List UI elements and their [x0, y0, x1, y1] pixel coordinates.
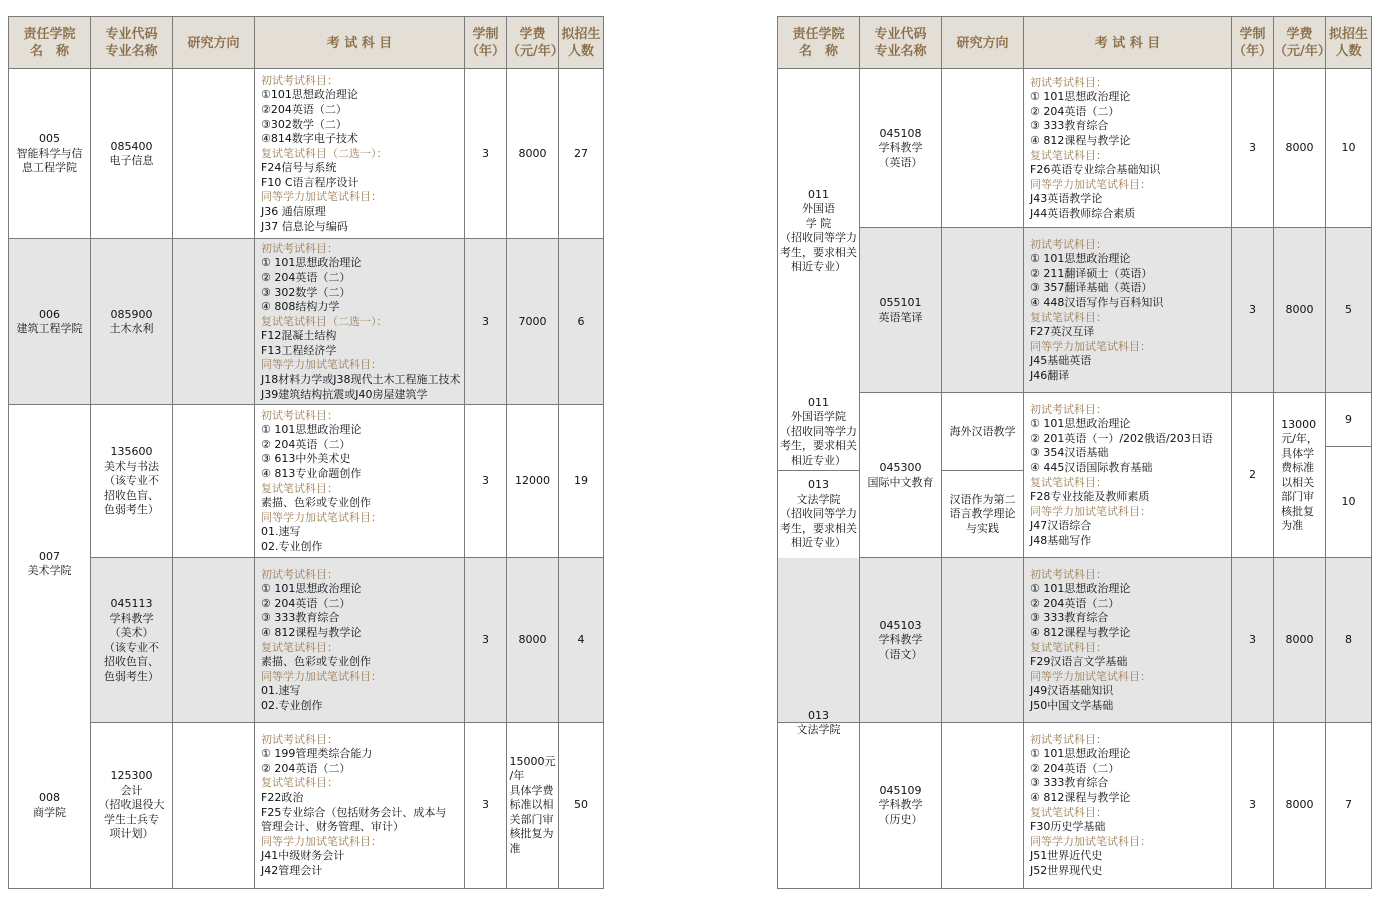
exam-subject: ③ 354汉语基础 — [1030, 446, 1109, 460]
exam-subjects — [255, 558, 465, 723]
exam-subject: ① 199管理类综合能力 — [261, 747, 373, 761]
exam-section-title: 同等学力加试笔试科目： — [1030, 504, 1151, 518]
header-years: 学制 （年） — [1232, 17, 1274, 69]
exam-subject: 素描、色彩或专业创作 — [261, 655, 371, 669]
research-direction — [173, 239, 255, 405]
exam-subject: ① 101思想政治理论 — [261, 256, 362, 270]
exam-section-title: 复试笔试科目： — [261, 640, 338, 654]
exam-section-title: 同等学力加试笔试科目： — [261, 358, 382, 372]
major-code-name: 125300 会计 （招收退役大 学生士兵专 项计划） — [91, 723, 173, 888]
exam-subject: ② 204英语（二） — [261, 270, 351, 284]
major-code-name: 045108 学科教学 （英语） — [860, 69, 942, 228]
header-direction: 研究方向 — [942, 17, 1024, 69]
exam-subject: 素描、色彩或专业创作 — [261, 496, 371, 510]
exam-subject: ① 101思想政治理论 — [1030, 90, 1131, 104]
exam-section-title: 初试考试科目： — [1030, 567, 1107, 581]
exam-subject: ④ 812课程与教学论 — [1030, 790, 1131, 804]
research-direction — [173, 723, 255, 888]
exam-subjects — [1024, 69, 1232, 228]
exam-subject: ③ 333教育综合 — [1030, 611, 1109, 625]
exam-subject: J41中级财务会计 — [261, 849, 345, 863]
exam-section-title: 初试考试科目： — [261, 241, 338, 255]
exam-subject: ④ 445汉语国际教育基础 — [1030, 460, 1153, 474]
exam-subject: ② 204英语（二） — [1030, 596, 1120, 610]
study-years: 3 — [465, 69, 507, 239]
exam-subject: ① 101思想政治理论 — [1030, 417, 1131, 431]
exam-section-title: 初试考试科目： — [261, 408, 338, 422]
exam-subject: F27英汉互译 — [1030, 325, 1095, 339]
major-code-name: 045300 国际中文教育 — [860, 393, 942, 558]
tuition-fee: 13000 元/年， 具体学 费标准 以相关 部门审 核批复 为准 — [1274, 393, 1326, 558]
table-header — [778, 17, 1371, 69]
exam-subjects — [1024, 558, 1232, 723]
research-direction — [942, 723, 1024, 888]
exam-subject: ④ 812课程与教学论 — [1030, 133, 1131, 147]
study-years: 2 — [1232, 393, 1274, 558]
exam-subject: ② 211翻译硕士（英语） — [1030, 266, 1153, 280]
exam-section-title: 初试考试科目： — [261, 567, 338, 581]
exam-subject: ④814数字电子技术 — [261, 132, 358, 146]
exam-section-title: 初试考试科目： — [261, 73, 338, 87]
exam-subject: ① 101思想政治理论 — [261, 423, 362, 437]
exam-section-title: 复试笔试科目： — [1030, 805, 1107, 819]
study-years: 3 — [465, 405, 507, 558]
exam-section-title: 复试笔试科目： — [1030, 310, 1107, 324]
exam-subject: J47汉语综合 — [1030, 519, 1092, 533]
tuition-fee: 8000 — [507, 69, 559, 239]
exam-subject: J46翻译 — [1030, 368, 1070, 382]
major-code-name: 085400 电子信息 — [91, 69, 173, 239]
header-major: 专业代码 专业名称 — [91, 17, 173, 69]
header-major: 专业代码 专业名称 — [860, 17, 942, 69]
study-years: 3 — [1232, 228, 1274, 393]
study-years: 3 — [1232, 723, 1274, 888]
college-name: 011 外国语 学 院 （招收同等学力 考生，要求相关 相近专业） — [778, 69, 860, 393]
enrollment-quota: 50 — [574, 798, 588, 812]
college-name: 013 文法学院 — [778, 558, 860, 888]
exam-subject: ① 101思想政治理论 — [261, 582, 362, 596]
exam-subject: ② 204英语（二） — [1030, 104, 1120, 118]
exam-subject: ①101思想政治理论 — [261, 88, 358, 102]
exam-subject: J51世界近代史 — [1030, 849, 1103, 863]
exam-subject: J42管理会计 — [261, 863, 323, 877]
exam-section-title: 同等学力加试笔试科目： — [261, 190, 382, 204]
exam-subject: F22政治 — [261, 790, 304, 804]
exam-subject: ② 204英语（二） — [261, 437, 351, 451]
header-quota: 拟招生 人数 — [561, 27, 601, 59]
exam-section-title: 初试考试科目： — [1030, 75, 1107, 89]
exam-subject: J49汉语基础知识 — [1030, 684, 1114, 698]
study-years: 3 — [465, 723, 507, 888]
study-years: 3 — [465, 558, 507, 723]
exam-subject: 02.专业创作 — [261, 698, 323, 712]
major-code-name: 045113 学科教学 （美术） （该专业不 招收色盲、 色弱考生） — [91, 558, 173, 723]
exam-section-title: 初试考试科目： — [1030, 237, 1107, 251]
exam-subject: ③ 613中外美术史 — [261, 452, 351, 466]
enrollment-quota: 7 — [1345, 798, 1352, 812]
exam-subject: ④ 812课程与教学论 — [261, 625, 362, 639]
exam-section-title: 复试笔试科目： — [1030, 640, 1107, 654]
exam-section-title: 复试笔试科目： — [261, 776, 338, 790]
exam-section-title: 同等学力加试笔试科目： — [1030, 339, 1151, 353]
tuition-fee: 7000 — [507, 239, 559, 405]
exam-subject: J50中国文学基础 — [1030, 698, 1114, 712]
exam-subject: ③302数学（二） — [261, 117, 347, 131]
research-direction — [173, 558, 255, 723]
research-direction — [173, 69, 255, 239]
header-fee: 学费 （元/年） — [1274, 17, 1326, 69]
header-quota: 拟招生 人数 — [1328, 27, 1368, 59]
exam-section-title: 复试笔试科目（二选一）： — [261, 314, 388, 328]
header-college: 责任学院 名 称 — [9, 17, 91, 69]
exam-section-title: 同等学力加试笔试科目： — [261, 669, 382, 683]
major-code-name: 135600 美术与书法 （该专业不 招收色盲、 色弱考生） — [91, 405, 173, 558]
exam-subject: F28专业技能及教师素质 — [1030, 490, 1150, 504]
enrollment-quota: 10 — [1341, 141, 1356, 155]
exam-section-title: 复试笔试科目： — [261, 481, 338, 495]
research-direction: 海外汉语教学 — [942, 393, 1024, 471]
research-direction — [173, 405, 255, 558]
table-header — [9, 17, 603, 69]
exam-subject: ① 101思想政治理论 — [1030, 252, 1131, 266]
research-direction — [942, 228, 1024, 393]
exam-subjects — [255, 723, 465, 888]
tuition-fee: 12000 — [507, 405, 559, 558]
college-name: 007 美术学院 — [9, 405, 91, 723]
exam-subjects — [255, 239, 465, 405]
exam-subject: F10 C语言程序设计 — [261, 175, 359, 189]
left-admissions-table — [8, 16, 604, 889]
exam-subjects — [1024, 228, 1232, 393]
exam-subjects — [1024, 723, 1232, 888]
exam-subject: 02.专业创作 — [261, 539, 323, 553]
header-college: 责任学院 名 称 — [778, 17, 860, 69]
header-direction: 研究方向 — [173, 17, 255, 69]
tuition-fee: 8000 — [1274, 558, 1326, 723]
exam-section-title: 同等学力加试笔试科目： — [1030, 177, 1151, 191]
exam-subject: ① 101思想政治理论 — [1030, 582, 1131, 596]
exam-section-title: 同等学力加试笔试科目： — [1030, 669, 1151, 683]
exam-subject: 管理会计、财务管理、审计） — [261, 820, 404, 834]
college-name: 013 文法学院 （招收同等学力 考生，要求相关 相近专业） — [778, 471, 860, 558]
college-name: 011 外国语学院 （招收同等学力 考生，要求相关 相近专业） — [778, 393, 860, 471]
header-exam: 考 试 科 目 — [1024, 17, 1232, 69]
header-exam: 考 试 科 目 — [255, 17, 465, 69]
exam-subject: ④ 812课程与教学论 — [1030, 625, 1131, 639]
exam-subject: F26英语专业综合基础知识 — [1030, 163, 1161, 177]
enrollment-quota: 4 — [577, 633, 585, 647]
exam-subject: F13工程经济学 — [261, 343, 337, 357]
exam-section-title: 初试考试科目： — [261, 732, 338, 746]
major-code-name: 055101 英语笔译 — [860, 228, 942, 393]
exam-subject: ③ 333教育综合 — [1030, 119, 1109, 133]
tuition-fee: 8000 — [507, 558, 559, 723]
study-years: 3 — [1232, 69, 1274, 228]
major-code-name: 085900 土木水利 — [91, 239, 173, 405]
enrollment-quota: 5 — [1345, 303, 1352, 317]
exam-subject: 01.速写 — [261, 525, 301, 539]
exam-subject: J48基础写作 — [1030, 533, 1092, 547]
exam-subject: J52世界现代史 — [1030, 863, 1103, 877]
exam-subject: ② 204英语（二） — [1030, 761, 1120, 775]
exam-subject: J43英语教学论 — [1030, 192, 1103, 206]
exam-subject: J18材料力学或J38现代土木工程施工技术 — [261, 373, 461, 387]
exam-section-title: 复试笔试科目： — [1030, 475, 1107, 489]
research-direction — [942, 558, 1024, 723]
exam-subject: ③ 357翻译基础（英语） — [1030, 281, 1153, 295]
tuition-fee: 8000 — [1274, 723, 1326, 888]
enrollment-quota: 6 — [577, 314, 585, 328]
exam-subject: ④ 448汉语写作与百科知识 — [1030, 295, 1164, 309]
exam-subject: F30历史学基础 — [1030, 820, 1106, 834]
exam-section-title: 初试考试科目： — [1030, 732, 1107, 746]
exam-subject: J36 通信原理 — [261, 205, 326, 219]
exam-subject: ③ 333教育综合 — [261, 611, 340, 625]
exam-subject: ② 204英语（二） — [261, 761, 351, 775]
exam-subject: F29汉语言文学基础 — [1030, 655, 1128, 669]
enrollment-quota: 27 — [574, 146, 588, 160]
college-name: 005 智能科学与信 息工程学院 — [9, 69, 91, 239]
exam-subject: ④ 813专业命题创作 — [261, 466, 362, 480]
tuition-fee: 8000 — [1274, 69, 1326, 228]
exam-subject: 01.速写 — [261, 684, 301, 698]
enrollment-quota: 9 — [1345, 412, 1352, 426]
college-name: 008 商学院 — [9, 723, 91, 888]
exam-subject: F25专业综合（包括财务会计、成本与 — [261, 805, 447, 819]
exam-section-title: 复试笔试科目（二选一）： — [261, 146, 388, 160]
research-direction: 汉语作为第二 语言教学理论 与实践 — [942, 471, 1024, 558]
exam-subject: J44英语教师综合素质 — [1030, 206, 1136, 220]
exam-subject: J39建筑结构抗震或J40房屋建筑学 — [261, 387, 428, 401]
enrollment-quota: 10 — [1341, 495, 1356, 509]
exam-subject: ① 101思想政治理论 — [1030, 747, 1131, 761]
exam-section-title: 同等学力加试笔试科目： — [1030, 834, 1151, 848]
exam-subjects — [1024, 393, 1232, 558]
right-admissions-table — [777, 16, 1372, 889]
exam-section-title: 同等学力加试笔试科目： — [261, 510, 382, 524]
exam-subject: ② 201英语（一）/202俄语/203日语 — [1030, 431, 1213, 445]
exam-subject: F12混凝土结构 — [261, 329, 337, 343]
study-years: 3 — [1232, 558, 1274, 723]
enrollment-quota: 19 — [574, 474, 588, 488]
enrollment-quota: 8 — [1345, 633, 1352, 647]
header-fee: 学费 （元/年） — [507, 17, 559, 69]
exam-section-title: 复试笔试科目： — [1030, 148, 1107, 162]
header-years: 学制 （年） — [465, 17, 507, 69]
college-name: 006 建筑工程学院 — [9, 239, 91, 405]
exam-section-title: 初试考试科目： — [1030, 402, 1107, 416]
exam-subjects — [255, 405, 465, 558]
major-code-name: 045103 学科教学 （语文） — [860, 558, 942, 723]
tuition-fee: 15000元 /年 具体学费 标准以相 关部门审 核批复为 准 — [507, 723, 559, 888]
exam-subjects — [255, 69, 465, 239]
tuition-fee: 8000 — [1274, 228, 1326, 393]
exam-subject: ③ 333教育综合 — [1030, 776, 1109, 790]
exam-subject: ③ 302数学（二） — [261, 285, 351, 299]
study-years: 3 — [465, 239, 507, 405]
exam-subject: ②204英语（二） — [261, 102, 347, 116]
exam-subject: J45基础英语 — [1030, 354, 1092, 368]
exam-subject: F24信号与系统 — [261, 161, 337, 175]
exam-section-title: 同等学力加试笔试科目： — [261, 834, 382, 848]
exam-subject: ④ 808结构力学 — [261, 300, 340, 314]
research-direction — [942, 69, 1024, 228]
major-code-name: 045109 学科教学 （历史） — [860, 723, 942, 888]
exam-subject: J37 信息论与编码 — [261, 219, 348, 233]
exam-subject: ② 204英语（二） — [261, 596, 351, 610]
